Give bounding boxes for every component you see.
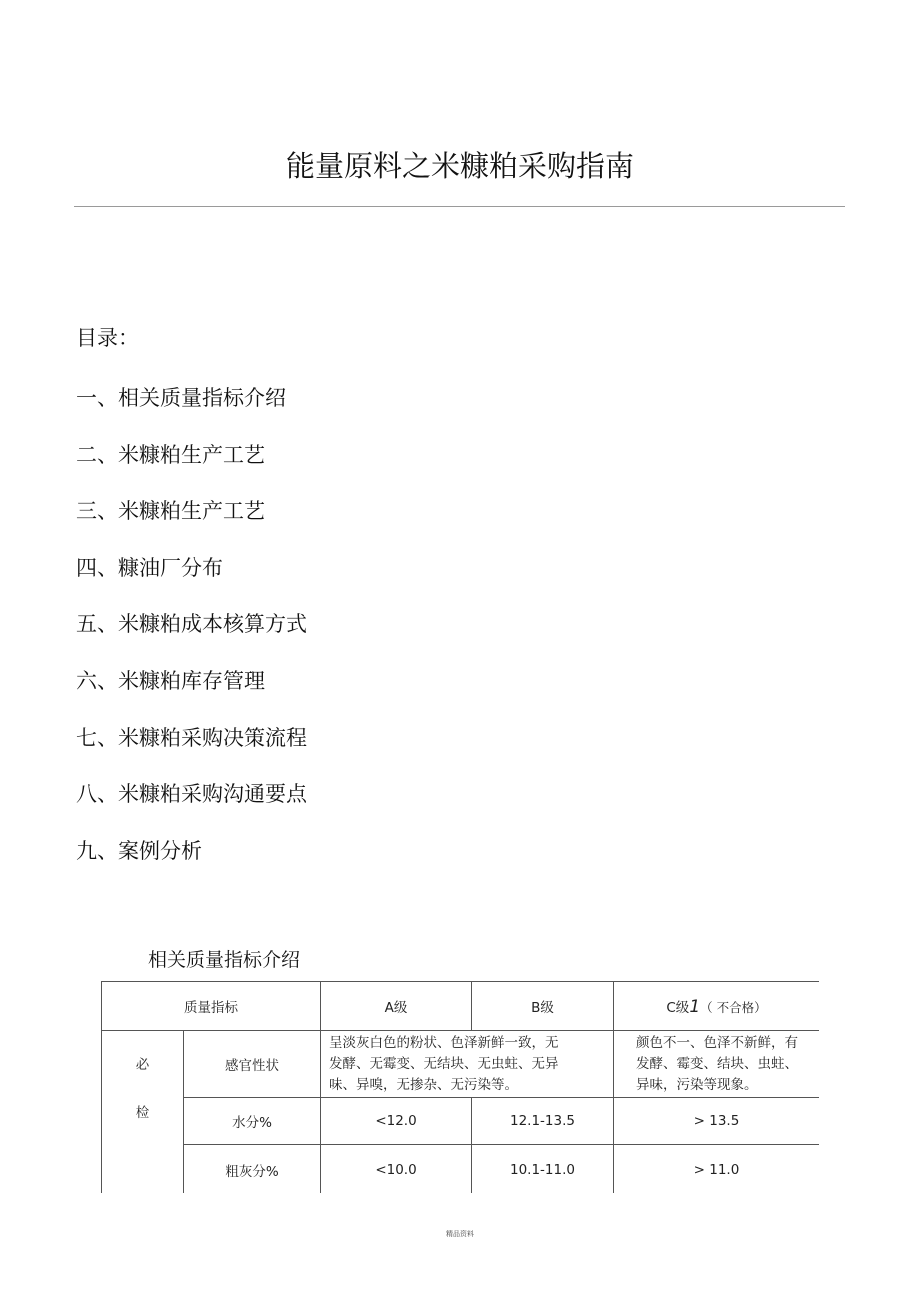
title-divider <box>74 206 845 207</box>
toc-item: 七、米糠粕采购决策流程 <box>76 725 307 750</box>
sensory-c-cell: 颜色不一、色泽不新鲜，有发酵、霉变、结块、虫蛀、异味，污染等现象。 <box>614 1031 820 1098</box>
toc-item: 四、糠油厂分布 <box>76 555 223 580</box>
header-grade-b: B级 <box>472 982 614 1031</box>
cell-a: <10.0 <box>321 1145 472 1194</box>
sensory-ab-text: 呈淡灰白色的粉状、色泽新鲜一致，无发酵、无霉变、无结块、无虫蛀、无异味、异嗅，无掺杂、无污染等。 <box>329 1035 559 1093</box>
header-grade-c <box>614 982 820 1031</box>
cell-b: 12.1-13.5 <box>472 1098 614 1145</box>
table-row <box>102 1031 820 1098</box>
toc-item: 八、米糠粕采购沟通要点 <box>76 782 307 807</box>
toc-item: 六、米糠粕库存管理 <box>76 668 265 693</box>
header-indicator: 质量指标 <box>102 982 321 1031</box>
cell-c: > 11.0 <box>614 1145 820 1194</box>
table-header-row <box>102 982 820 1031</box>
toc-heading: 目录： <box>76 326 139 350</box>
quality-table <box>101 981 819 1193</box>
header-grade-c-note: （ 不合格） <box>700 999 767 1015</box>
cell-b: 10.1-11.0 <box>472 1145 614 1194</box>
sensory-ab-cell <box>321 1031 614 1098</box>
toc-item: 一、相关质量指标介绍 <box>76 386 286 410</box>
toc-item: 二、米糠粕生产工艺 <box>76 442 265 467</box>
row-name: 粗灰分% <box>184 1145 321 1194</box>
table-of-contents <box>76 382 307 891</box>
row-name: 感官性状 <box>184 1031 321 1098</box>
header-grade-c-mark: 1 <box>689 996 701 1017</box>
page-title: 能量原料之米糠粕采购指南 <box>285 149 634 183</box>
page-footer: 精品资料 <box>446 1230 474 1238</box>
table-row <box>102 1098 820 1145</box>
mandatory-check-cell <box>102 1031 184 1194</box>
group-char: 检 <box>135 1105 150 1121</box>
cell-a: <12.0 <box>321 1098 472 1145</box>
toc-item: 九、案例分析 <box>76 838 202 863</box>
header-grade-a: A级 <box>321 982 472 1031</box>
group-char: 必 <box>135 1057 150 1073</box>
header-grade-c-label: C级 <box>666 999 690 1016</box>
toc-item: 五、米糠粕成本核算方式 <box>76 612 307 637</box>
cell-c: > 13.5 <box>614 1098 820 1145</box>
section-heading: 相关质量指标介绍 <box>148 949 301 971</box>
toc-item: 三、米糠粕生产工艺 <box>76 499 265 524</box>
row-name: 水分% <box>184 1098 321 1145</box>
table-row <box>102 1145 820 1194</box>
